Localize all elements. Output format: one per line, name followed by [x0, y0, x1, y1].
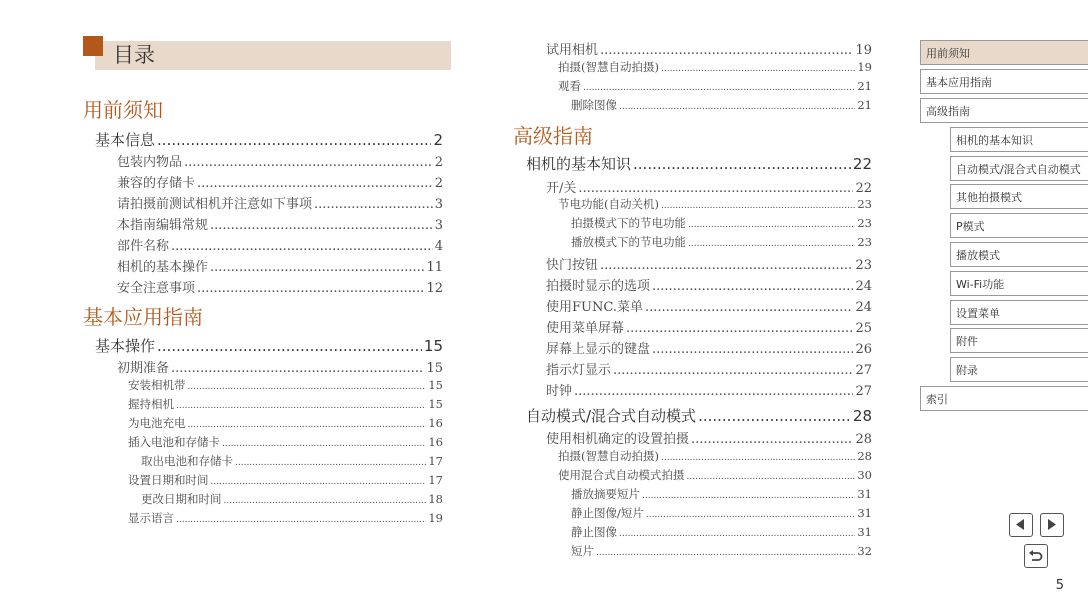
- toc-entry[interactable]: 删除图像 ..... 21: [571, 97, 872, 116]
- toc-entry[interactable]: 安装相机带 ..... 15: [128, 377, 443, 396]
- toc-entry[interactable]: 相机的基本知识 ..... 22: [526, 153, 872, 173]
- toc-entry[interactable]: 部件名称 ..... 4: [117, 235, 443, 254]
- section-heading-before-use: 用前须知: [83, 98, 163, 122]
- sidebar-subitem[interactable]: P模式: [950, 213, 1088, 238]
- toc-entry[interactable]: 相机的基本操作 ..... 11: [117, 256, 443, 275]
- toc-entry[interactable]: 播放摘要短片 ..... 31: [571, 486, 872, 505]
- toc-entry[interactable]: 取出电池和存储卡 ..... 17: [141, 453, 443, 472]
- sidebar-subitem[interactable]: 附录: [950, 357, 1088, 382]
- arrow-left-icon: [1010, 514, 1031, 535]
- toc-entry[interactable]: 短片 ..... 32: [571, 543, 872, 562]
- toc-entry[interactable]: 试用相机 ..... 19: [546, 39, 872, 58]
- sidebar-item-before-use[interactable]: 用前须知: [920, 40, 1088, 65]
- toc-entry[interactable]: 握持相机 ..... 15: [128, 396, 443, 415]
- page-title: 目录: [113, 43, 155, 67]
- prev-page-button[interactable]: [1009, 513, 1033, 537]
- toc-entry[interactable]: 静止图像 ..... 31: [571, 524, 872, 543]
- sidebar-item-advanced[interactable]: 高级指南: [920, 98, 1088, 123]
- toc-entry[interactable]: 快门按钮 ..... 23: [546, 254, 872, 273]
- return-icon: [1025, 545, 1046, 566]
- toc-entry[interactable]: 观看 ..... 21: [558, 78, 872, 97]
- sidebar-subitem[interactable]: 附件: [950, 328, 1088, 353]
- toc-entry[interactable]: 时钟 ..... 27: [546, 380, 872, 399]
- toc-entry[interactable]: 设置日期和时间 ..... 17: [128, 472, 443, 491]
- toc-entry[interactable]: 自动模式/混合式自动模式 ..... 28: [526, 405, 872, 425]
- toc-entry[interactable]: 使用FUNC.菜单 ..... 24: [546, 296, 872, 315]
- toc-entry[interactable]: 本指南编辑常规 ..... 3: [117, 214, 443, 233]
- sidebar-item-index[interactable]: 索引: [920, 386, 1088, 411]
- page-number: 5: [1055, 578, 1064, 593]
- toc-entry[interactable]: 包装内物品 ..... 2: [117, 151, 443, 170]
- sidebar-subitem[interactable]: 相机的基本知识: [950, 127, 1088, 152]
- toc-entry[interactable]: 拍摄(智慧自动拍摄) ..... 19: [558, 59, 872, 78]
- toc-entry[interactable]: 拍摄(智慧自动拍摄) ..... 28: [558, 448, 872, 467]
- toc-entry[interactable]: 基本操作 ..... 15: [95, 335, 443, 355]
- return-button[interactable]: [1024, 544, 1048, 568]
- toc-entry[interactable]: 兼容的存储卡 ..... 2: [117, 172, 443, 191]
- toc-entry[interactable]: 静止图像/短片 ..... 31: [571, 505, 872, 524]
- toc-entry[interactable]: 指示灯显示 ..... 27: [546, 359, 872, 378]
- toc-entry[interactable]: 节电功能(自动关机) ..... 23: [558, 196, 872, 215]
- section-heading-basic-guide: 基本应用指南: [83, 305, 203, 329]
- toc-entry[interactable]: 开/关 ..... 22: [546, 177, 872, 196]
- sidebar-subitem[interactable]: 自动模式/混合式自动模式: [950, 156, 1088, 181]
- toc-entry[interactable]: 使用菜单屏幕 ..... 25: [546, 317, 872, 336]
- arrow-right-icon: [1041, 514, 1062, 535]
- sidebar-subitem[interactable]: Wi-Fi功能: [950, 271, 1088, 296]
- toc-entry[interactable]: 拍摄模式下的节电功能 ..... 23: [571, 215, 872, 234]
- toc-entry[interactable]: 基本信息 ..... 2: [95, 129, 443, 149]
- toc-entry[interactable]: 请拍摄前测试相机并注意如下事项 ..... 3: [117, 193, 443, 212]
- toc-entry[interactable]: 插入电池和存储卡 ..... 16: [128, 434, 443, 453]
- sidebar-subitem[interactable]: 播放模式: [950, 242, 1088, 267]
- toc-entry[interactable]: 拍摄时显示的选项 ..... 24: [546, 275, 872, 294]
- toc-entry[interactable]: 显示语言 ..... 19: [128, 510, 443, 529]
- toc-entry[interactable]: 播放模式下的节电功能 ..... 23: [571, 234, 872, 253]
- next-page-button[interactable]: [1040, 513, 1064, 537]
- toc-entry[interactable]: 为电池充电 ..... 16: [128, 415, 443, 434]
- toc-entry[interactable]: 安全注意事项 ..... 12: [117, 277, 443, 296]
- sidebar-subitem[interactable]: 其他拍摄模式: [950, 184, 1088, 209]
- toc-entry[interactable]: 更改日期和时间 ..... 18: [141, 491, 443, 510]
- toc-entry[interactable]: 使用相机确定的设置拍摄 ..... 28: [546, 428, 872, 447]
- sidebar-subitem[interactable]: 设置菜单: [950, 300, 1088, 325]
- toc-entry[interactable]: 初期准备 ..... 15: [117, 357, 443, 376]
- toc-entry[interactable]: 使用混合式自动模式拍摄 ..... 30: [558, 467, 872, 486]
- section-heading-advanced: 高级指南: [513, 124, 593, 148]
- sidebar-item-basic-guide[interactable]: 基本应用指南: [920, 69, 1088, 94]
- toc-entry[interactable]: 屏幕上显示的键盘 ..... 26: [546, 338, 872, 357]
- title-marker: [83, 36, 103, 56]
